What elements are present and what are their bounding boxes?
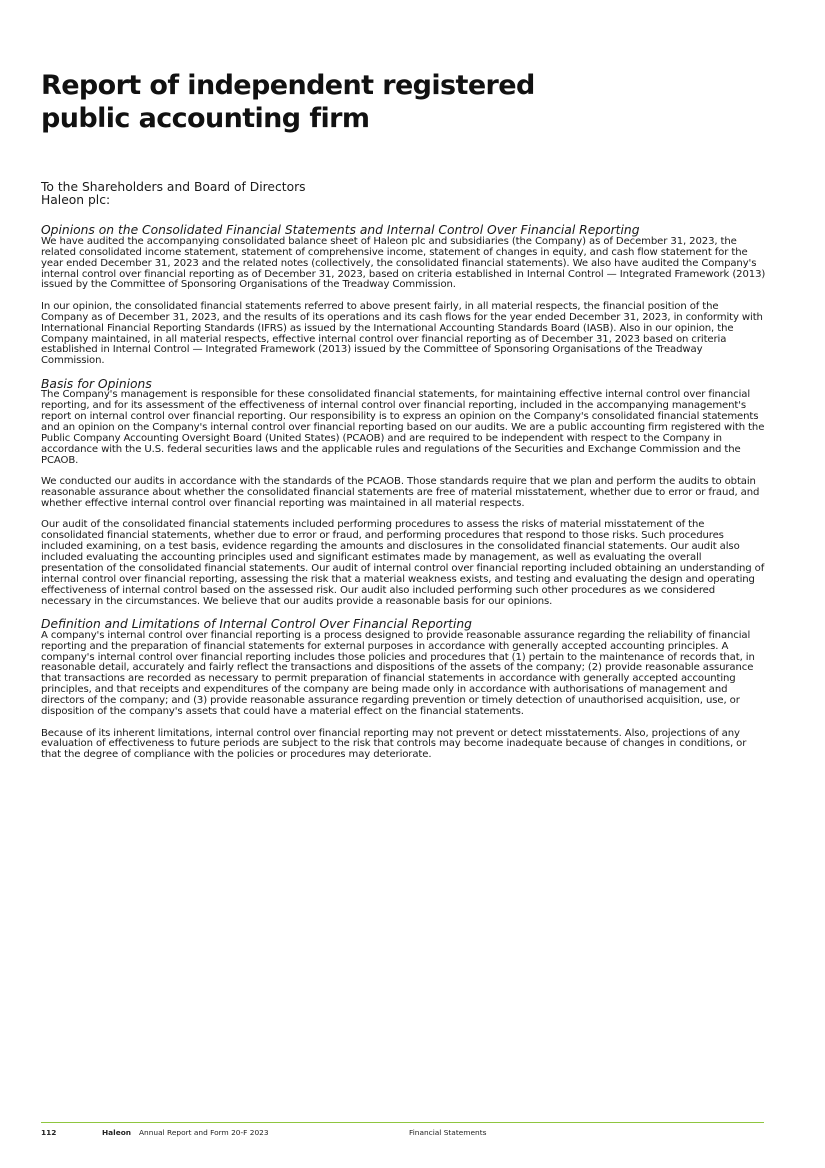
- page-title-line-2: public accounting firm: [41, 103, 370, 134]
- footer-brand: Haleon: [102, 1128, 132, 1137]
- opinions-paragraph-1: We have audited the accompanying consolidated balance sheet of Haleon plc and subsidiaries (the Company) as of December 31, 2023, the related consolidated income statement, statement of comprehensive income, statement of changes in equity, and cash flow statement for the year ended December 31, 2023 and the related notes (collectively, the consolidated financial statements). We also have audited the Company's internal control over financial reporting as of December 31, 2023, based on criteria established in Internal Control — Integrated Framework (2013) issued by the Committee of Sponsoring Organisations of the Treadway Commission.: [41, 235, 766, 291]
- addressee: [41, 181, 766, 206]
- addressee-line-1: To the Shareholders and Board of Directors: [41, 180, 306, 194]
- footer-divider: [41, 1122, 764, 1123]
- basis-paragraph-1: The Company's management is responsible for these consolidated financial statements, for maintaining effective internal control over financial reporting, and for its assessment of the effectiveness of internal control over financial reporting, included in the accompanying management's report on internal control over financial reporting. Our responsibility is to express an opinion on the Company's consolidated financial statements and an opinion on the Company's internal control over financial reporting based on our audits. We are a public accounting firm registered with the Public Company Accounting Oversight Board (United States) (PCAOB) and are required to be independent with respect to the Company in accordance with the U.S. federal securities laws and the applicable rules and regulations of the Securities and Exchange Commission and the PCAOB.: [41, 389, 765, 466]
- addressee-line-2: Haleon plc:: [41, 192, 111, 207]
- basis-heading: Basis for Opinions: [41, 376, 152, 391]
- footer-publication: Annual Report and Form 20-F 2023: [139, 1128, 269, 1137]
- definition-paragraph-1: A company's internal control over financial reporting is a process designed to provide reasonable assurance regarding the reliability of financial reporting and the preparation of financial statements for external purposes in accordance with generally accepted accounting principles. A company's internal control over financial reporting includes those policies and procedures that (1) pertain to the maintenance of records that, in reasonable detail, accurately and fairly reflect the transactions and dispositions of the assets of the company; (2) provide reasonable assurance that transactions are recorded as necessary to permit preparation of financial statements in accordance with generally accepted accounting principles, and that receipts and expenditures of the company are being made only in accordance with authorisations of management and directors of the company; and (3) provide reasonable assurance regarding prevention or timely detection of unauthorised acquisition, use, or disposition of the company's assets that could have a material effect on the financial statements.: [41, 629, 755, 718]
- opinions-section: [41, 224, 766, 367]
- definition-section: [41, 618, 766, 761]
- opinions-heading: Opinions on the Consolidated Financial Statements and Internal Control Over Financial Reporting: [41, 223, 640, 238]
- footer-section-label: Financial Statements: [409, 1128, 487, 1137]
- page-title: [41, 69, 741, 135]
- opinions-paragraph-2: In our opinion, the consolidated financial statements referred to above present fairly, in all material respects, the financial position of the Company as of December 31, 2023, and the results of its operations and its cash flows for the year ended December 31, 2023, in conformity with International Financial Reporting Standards (IFRS) as issued by the International Accounting Standards Board (IASB). Also in our opinion, the Company maintained, in all material respects, effective internal control over financial reporting as of December 31, 2023 based on criteria established in Internal Control — Integrated Framework (2013) issued by the Committee of Sponsoring Organisations of the Treadway Commission.: [41, 300, 763, 367]
- basis-paragraph-2: We conducted our audits in accordance with the standards of the PCAOB. Those standards require that we plan and perform the audits to obtain reasonable assurance about whether the consolidated financial statements are free of material misstatement, whether due to error or fraud, and whether effective internal control over financial reporting was maintained in all material respects.: [41, 476, 760, 509]
- page-title-line-1: Report of independent registered: [41, 70, 535, 101]
- footer-page-number: 112: [41, 1128, 57, 1137]
- basis-section: [41, 378, 766, 608]
- definition-heading: Definition and Limitations of Internal Control Over Financial Reporting: [41, 617, 472, 632]
- definition-paragraph-2: Because of its inherent limitations, internal control over financial reporting may not prevent or detect misstatements. Also, projections of any evaluation of effectiveness to future periods are subject to the risk that controls may become inadequate because of changes in conditions, or that the degree of compliance with the policies or procedures may deteriorate.: [41, 727, 747, 761]
- report-body: [41, 181, 766, 772]
- basis-paragraph-3: Our audit of the consolidated financial statements included performing procedures to assess the risks of material misstatement of the consolidated financial statements, whether due to error or fraud, and performing procedures that respond to those risks. Such procedures included examining, on a test basis, evidence regarding the amounts and disclosures in the consolidated financial statements. Our audit also included evaluating the accounting principles used and significant estimates made by management, as well as evaluating the overall presentation of the consolidated financial statements. Our audit of internal control over financial reporting included obtaining an understanding of internal control over financial reporting, assessing the risk that a material weakness exists, and testing and evaluating the design and operating effectiveness of internal control based on the assessed risk. Our audit also included performing such other procedures as we considered necessary in the circumstances. We believe that our audits provide a reasonable basis for our opinions.: [41, 519, 765, 607]
